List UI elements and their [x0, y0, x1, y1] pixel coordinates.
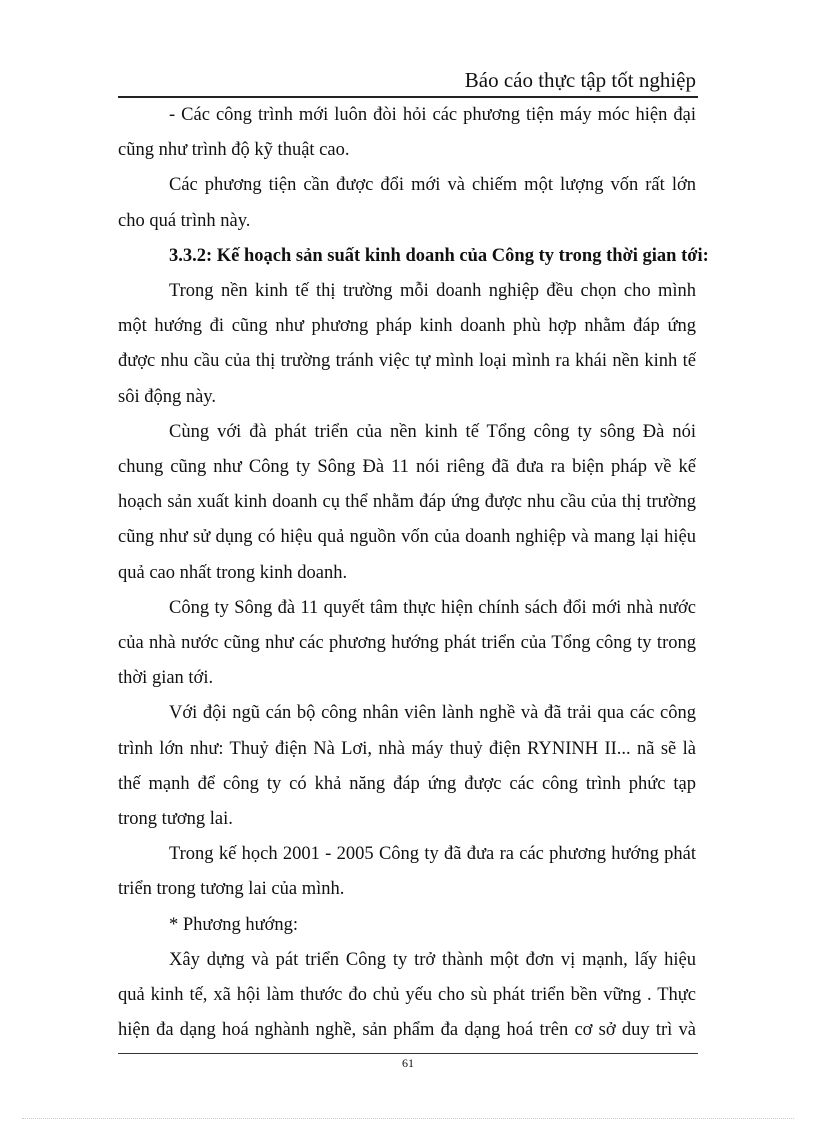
paragraph-line: thời gian tới.: [118, 668, 214, 689]
paragraph-line: sôi động này.: [118, 386, 216, 407]
page-edge-divider: [22, 1118, 794, 1119]
section-heading-text: 3.3.2: Kế hoạch sản suất kinh doanh của Công ty trong thời gian tới:: [169, 245, 709, 266]
page-body: [118, 98, 709, 1048]
footer-rule: [118, 1053, 698, 1054]
paragraph-line: cũng như trình độ kỹ thuật cao.: [118, 140, 350, 161]
paragraph-line: hiện đa dạng hoá nghành nghề, sản phẩm đa dạng hoá trên cơ sở duy trì và: [118, 1020, 696, 1041]
paragraph-line: hoạch sản xuất kinh doanh cụ thể nhằm đáp ứng được nhu cầu của thị trường: [118, 492, 696, 513]
paragraph-line: một hướng đi cũng như phương pháp kinh doanh phù hợp nhằm đáp ứng: [118, 316, 696, 337]
paragraph-line: trình lớn như: Thuỷ điện Nà Lơi, nhà máy thuỷ điện RYNINH II... nã sẽ là: [118, 738, 696, 759]
paragraph: [118, 696, 696, 837]
paragraph: [118, 837, 696, 907]
paragraph: [118, 415, 696, 591]
paragraph-line: chung cũng như Công ty Sông Đà 11 nói riêng đã đưa ra biện pháp về kế: [118, 457, 696, 478]
paragraph-line: Xây dựng và pát triển Công ty trở thành một đơn vị mạnh, lấy hiệu: [169, 949, 696, 970]
paragraph-line: trong tương lai.: [118, 809, 233, 830]
section-heading: [118, 239, 709, 274]
paragraph-line: Với đội ngũ cán bộ công nhân viên lành nghề và đã trải qua các công: [169, 703, 696, 724]
report-title: Báo cáo thực tập tốt nghiệp: [464, 68, 696, 92]
paragraph-line: Trong kế họch 2001 - 2005 Công ty đã đưa ra các phương hướng phát: [169, 844, 696, 865]
paragraph-line: thế mạnh để công ty có khả năng đáp ứng được các công trình phức tạp: [118, 773, 696, 794]
page-number: 61: [402, 1056, 414, 1070]
paragraph: [118, 98, 696, 168]
paragraph-line: - Các công trình mới luôn đòi hỏi các phương tiện máy móc hiện đại: [169, 105, 696, 125]
page-header: [118, 66, 698, 98]
paragraph-line: * Phương hướng:: [169, 914, 299, 935]
paragraph-line: quả cao nhất trong kinh doanh.: [118, 562, 348, 583]
paragraph-line: cũng như sử dụng có hiệu quả nguồn vốn của doanh nghiệp và mang lại hiệu: [118, 527, 696, 548]
paragraph-line: Trong nền kinh tế thị trường mỗi doanh nghiệp đều chọn cho mình: [169, 281, 696, 302]
paragraph: [118, 591, 696, 697]
paragraph-line: được nhu cầu của thị trường tránh việc tự mình loại mình ra khái nền kinh tế: [118, 351, 696, 372]
paragraph: [118, 274, 696, 415]
paragraph: [118, 168, 696, 238]
paragraph: [118, 908, 696, 943]
paragraph-line: triển trong tương lai của mình.: [118, 879, 345, 900]
paragraph-line: Công ty Sông đà 11 quyết tâm thực hiện chính sách đổi mới nhà nước: [169, 597, 696, 618]
paragraph-line: quả kinh tế, xã hội làm thước đo chủ yếu cho sù phát triển bền vững . Thực: [118, 985, 696, 1006]
paragraph-line: Cùng với đà phát triển của nền kinh tế Tổng công ty sông Đà nói: [169, 421, 696, 442]
paragraph-line: của nhà nước cũng như các phương hướng phát triển của Tổng công ty trong: [118, 633, 696, 654]
paragraph-line: Các phương tiện cần được đổi mới và chiếm một lượng vốn rất lớn: [169, 175, 696, 196]
paragraph: [118, 943, 696, 1049]
paragraph-line: cho quá trình này.: [118, 210, 251, 231]
